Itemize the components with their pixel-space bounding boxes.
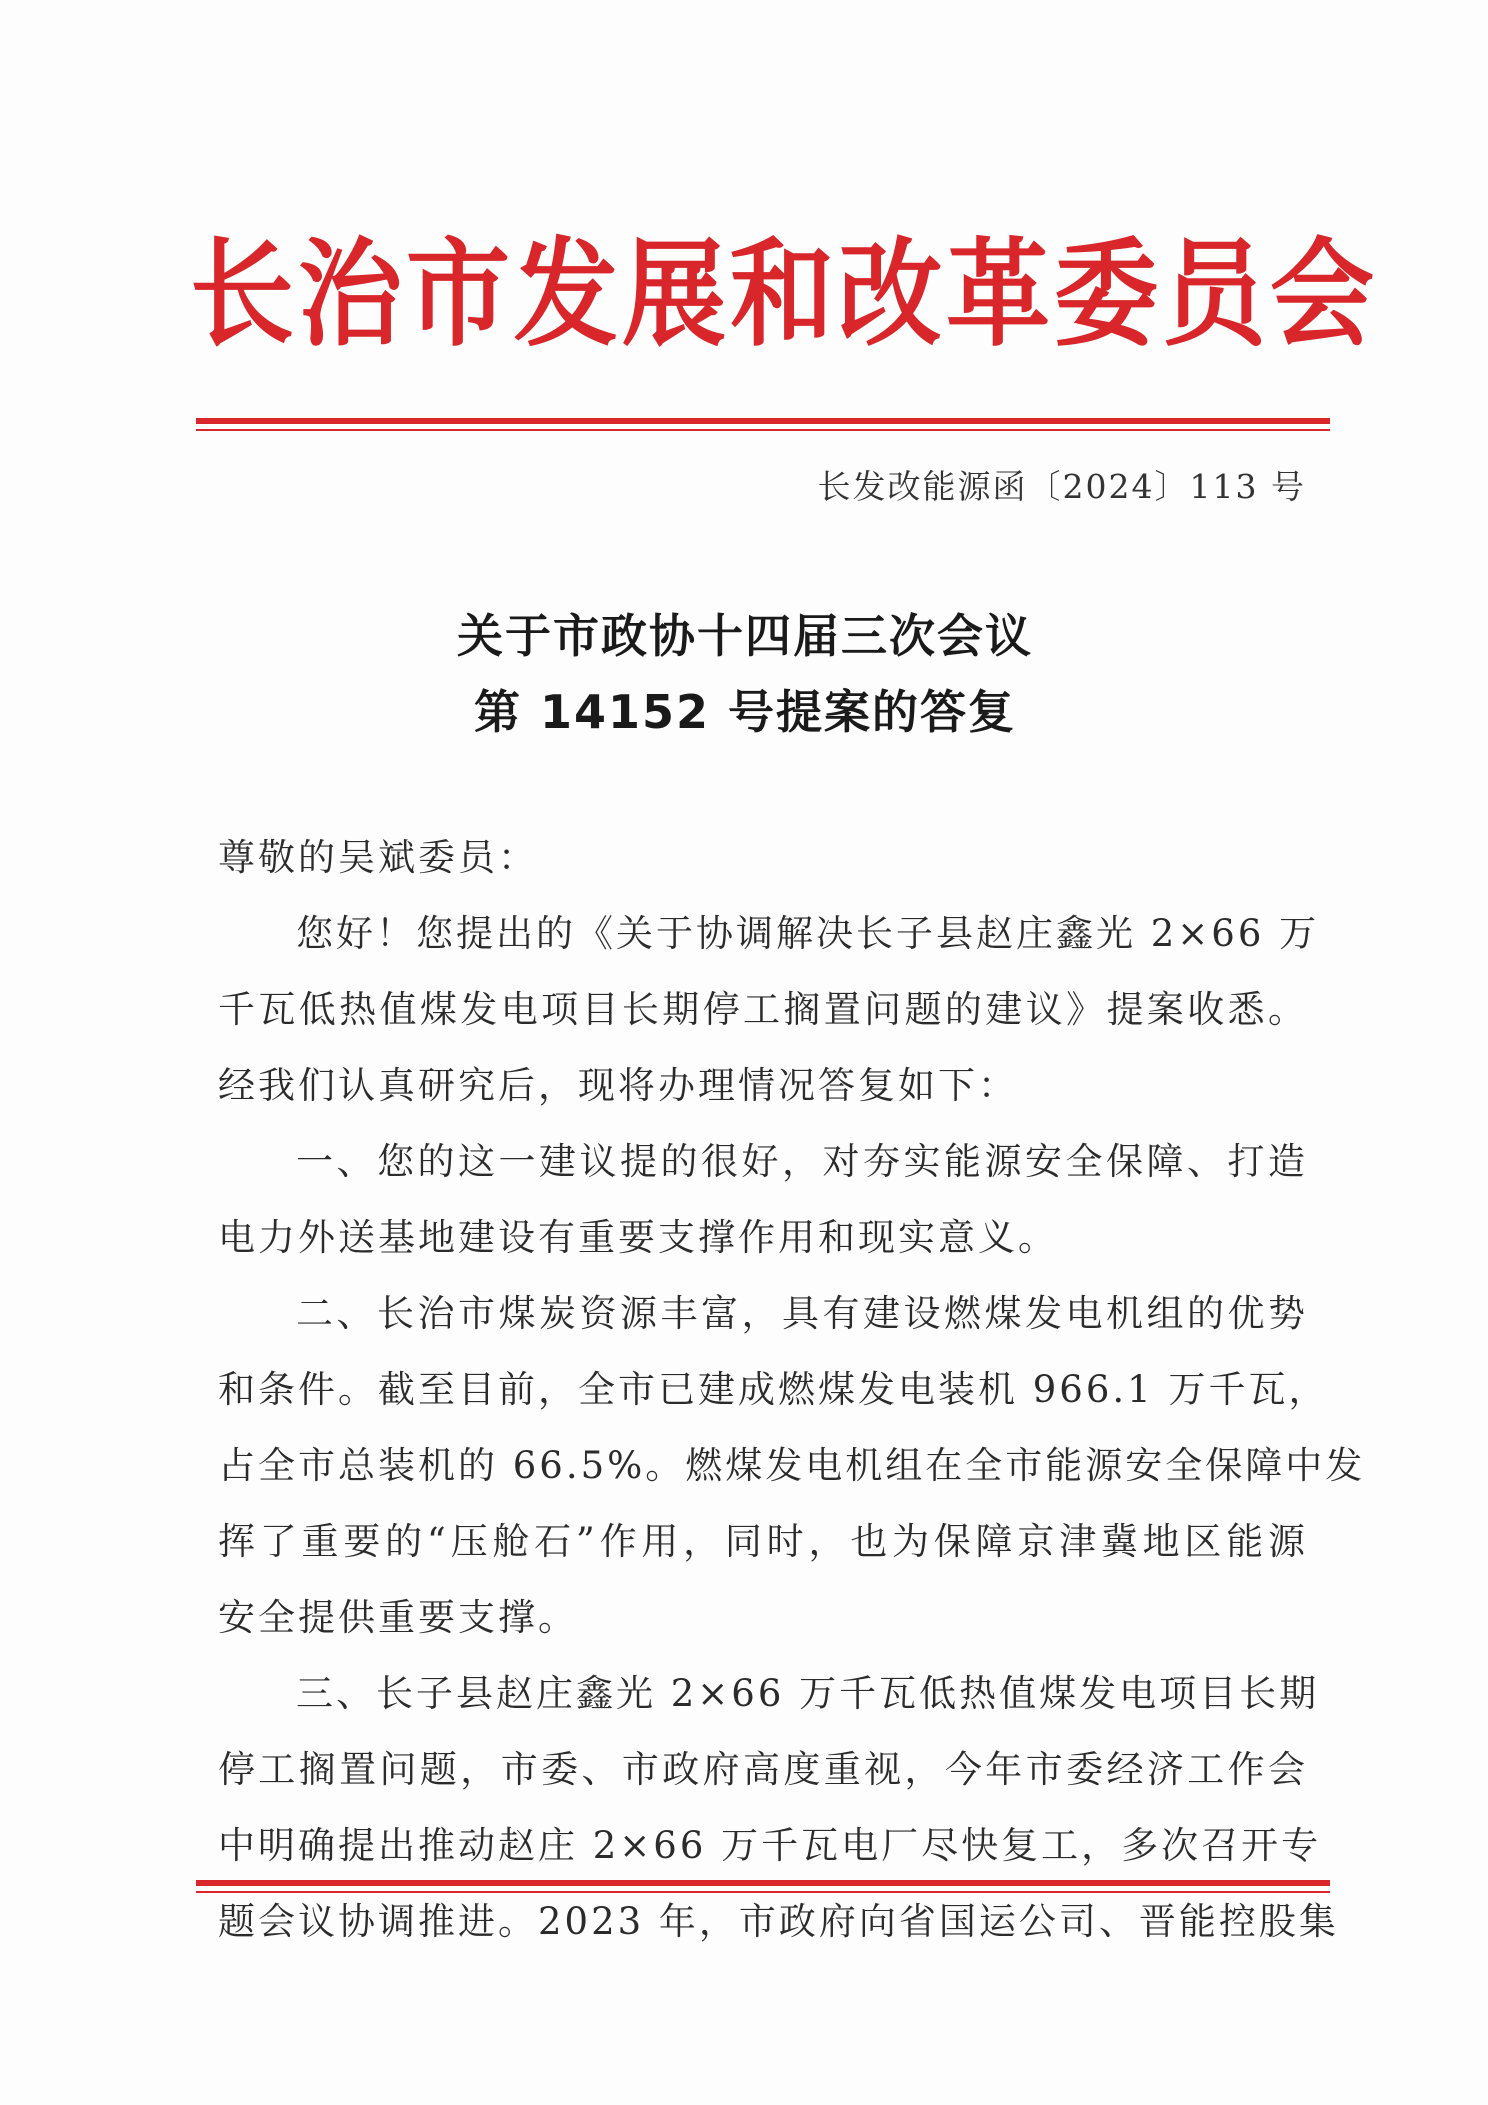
body-line: 挥了重要的“压舱石”作用，同时，也为保障京津冀地区能源 [218,1520,1308,1563]
body-line: 三、长子县赵庄鑫光 2×66 万千瓦低热值煤发电项目长期 [296,1672,1320,1715]
body-line: 一、您的这一建议提的很好，对夯实能源安全保障、打造 [296,1140,1308,1183]
body-line: 安全提供重要支撑。 [218,1596,578,1639]
document-title-line-1: 关于市政协十四届三次会议 [457,609,1033,663]
rule-thin-line [196,1891,1330,1893]
salutation: 尊敬的吴斌委员： [218,836,538,879]
body-line: 停工搁置问题，市委、市政府高度重视，今年市委经济工作会 [218,1748,1308,1791]
document-title-line-2: 第 14152 号提案的答复 [473,685,1017,739]
footer-red-rule [196,1880,1330,1893]
body-line: 您好！您提出的《关于协调解决长子县赵庄鑫光 2×66 万 [296,912,1320,955]
letterhead-org-name: 长治市发展和改革委员会 [190,225,1379,363]
body-line: 和条件。截至目前，全市已建成燃煤发电装机 966.1 万千瓦， [218,1368,1329,1411]
rule-thin-line [196,429,1330,431]
document-number: 长发改能源函〔2024〕113 号 [817,467,1306,506]
body-line: 占全市总装机的 66.5%。燃煤发电机组在全市能源安全保障中发 [218,1444,1366,1487]
body-line: 题会议协调推进。2023 年，市政府向省国运公司、晋能控股集 [218,1900,1339,1943]
body-line: 二、长治市煤炭资源丰富，具有建设燃煤发电机组的优势 [296,1292,1308,1335]
body-line: 千瓦低热值煤发电项目长期停工搁置问题的建议》提案收悉。 [218,988,1308,1031]
document-body [218,820,1366,1960]
letterhead-red-rule [196,418,1330,431]
body-line: 中明确提出推动赵庄 2×66 万千瓦电厂尽快复工，多次召开专 [218,1824,1322,1867]
body-line: 电力外送基地建设有重要支撑作用和现实意义。 [218,1216,1058,1259]
body-line: 经我们认真研究后，现将办理情况答复如下： [218,1064,1018,1107]
